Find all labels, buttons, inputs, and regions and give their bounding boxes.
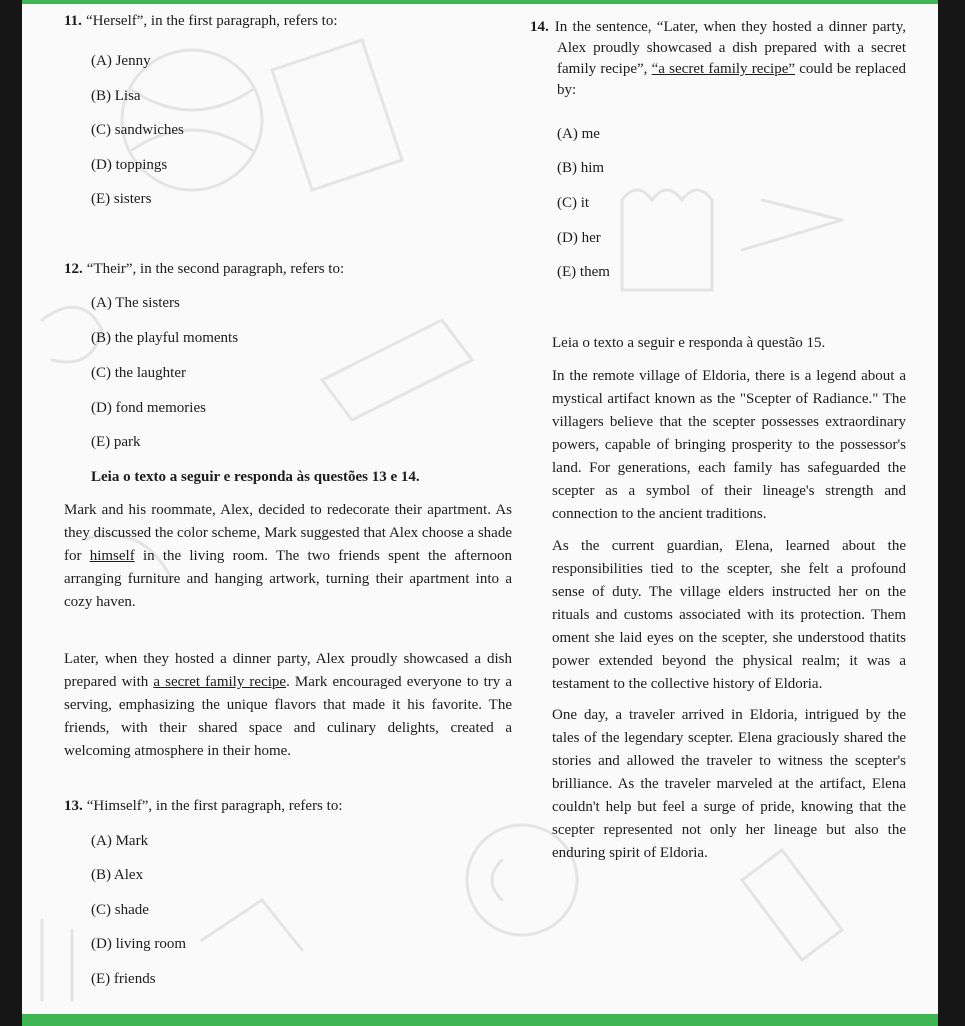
instruction-questions-13-14: Leia o texto a seguir e responda às questões 13 e 14. — [91, 469, 420, 485]
q11-option-b[interactable]: (B) Lisa — [91, 88, 141, 104]
q13-option-c[interactable]: (C) shade — [91, 902, 149, 918]
q12-option-e[interactable]: (E) park — [91, 434, 141, 450]
q12-option-d[interactable]: (D) fond memories — [91, 400, 206, 416]
q14-option-b[interactable]: (B) him — [557, 160, 605, 176]
worksheet-page — [22, 0, 938, 1026]
q13-option-a[interactable]: (A) Mark — [91, 833, 149, 849]
doodle-lines — [42, 920, 72, 1000]
q11-option-a[interactable]: (A) Jenny — [91, 53, 151, 69]
doodle-book-icon — [272, 40, 402, 190]
question-11-prompt: 11. “Herself”, in the first paragraph, refers to: — [64, 13, 338, 29]
q14-option-a[interactable]: (A) me — [557, 126, 600, 142]
doodle-notepad-icon — [622, 190, 712, 290]
underlined-secret-recipe: a secret family recipe — [153, 674, 287, 690]
doodle-shape — [202, 900, 302, 950]
q11-option-c[interactable]: (C) sandwiches — [91, 122, 184, 138]
doodle-ruler-lines — [742, 200, 842, 250]
question-14-prompt: 14. In the sentence, “Later, when they hosted a dinner party, Alex proudly showcased a dish prepared with a secret family recipe”, “a secret family recipe” could be replaced by: — [530, 19, 906, 98]
q14-option-e[interactable]: (E) them — [557, 264, 610, 280]
doodle-brush-icon — [742, 850, 842, 960]
question-13-prompt: 13. “Himself”, in the first paragraph, refers to: — [64, 798, 343, 814]
q13-option-d[interactable]: (D) living room — [91, 936, 186, 952]
question-12-prompt: 12. “Their”, in the second paragraph, refers to: — [64, 261, 345, 277]
q13-option-b[interactable]: (B) Alex — [91, 867, 144, 883]
q14-option-d[interactable]: (D) her — [557, 230, 601, 246]
instruction-question-15: Leia o texto a seguir e responda à questão 15. — [552, 335, 826, 351]
q13-option-e[interactable]: (E) friends — [91, 971, 156, 987]
q12-option-b[interactable]: (B) the playful moments — [91, 330, 239, 346]
bottom-accent-bar — [22, 1014, 938, 1026]
passage-2-paragraph-2: As the current guardian, Elena, learned about the responsibilities tied to the scepter, she felt a profound sense of duty. The village elders instructed her on the rituals and customs associated with its protection. Them oment she laid eyes on the scepter, she understood thatits power extended beyond the physical realm; it was a testament to the collective history of Eldoria. — [552, 538, 906, 692]
q11-option-e[interactable]: (E) sisters — [91, 191, 152, 207]
underlined-himself: himself — [89, 548, 135, 564]
passage-1-paragraph-2: Later, when they hosted a dinner party, Alex proudly showcased a dish prepared with a secret family recipe. Mark encouraged everyone to try a serving, emphasizing the unique flavors that made it his favorite. The friends, with their shared space and culinary delights, created a welcoming atmosphere in their home. — [64, 651, 513, 759]
q12-option-a[interactable]: (A) The sisters — [91, 295, 180, 311]
passage-1-paragraph-1: Mark and his roommate, Alex, decided to redecorate their apartment. As they discussed the color scheme, Mark suggested that Alex choose a shade for himself in the living room. The two friends spent the afternoon arranging furniture and hanging artwork, turning their apartment into a cozy haven. — [64, 502, 512, 610]
q14-option-c[interactable]: (C) it — [557, 195, 590, 211]
underlined-phrase: “a secret family recipe” — [651, 61, 796, 77]
q12-option-c[interactable]: (C) the laughter — [91, 365, 186, 381]
passage-2-paragraph-3: One day, a traveler arrived in Eldoria, intrigued by the tales of the legendary scepter. Elena graciously shared the stories and allowed the traveler to witness the scepter's brilliance. As the traveler marveled at the artifact, Elena couldn't help but feel a surge of pride, knowing that the scepter represented not only her lineage but also the enduring spirit of Eldoria. — [552, 707, 906, 861]
q11-option-d[interactable]: (D) toppings — [91, 157, 168, 173]
passage-2-paragraph-1: In the remote village of Eldoria, there is a legend about a mystical artifact known as the "Scepter of Radiance." The villagers believe that the scepter possesses extraordinary powers, capable of bringing prosperity to the possessor's land. For generations, each family has safeguarded the scepter as a symbol of their lineage's strength and connection to the ancient traditions. — [552, 368, 906, 522]
doodle-pencil-icon — [322, 320, 472, 420]
